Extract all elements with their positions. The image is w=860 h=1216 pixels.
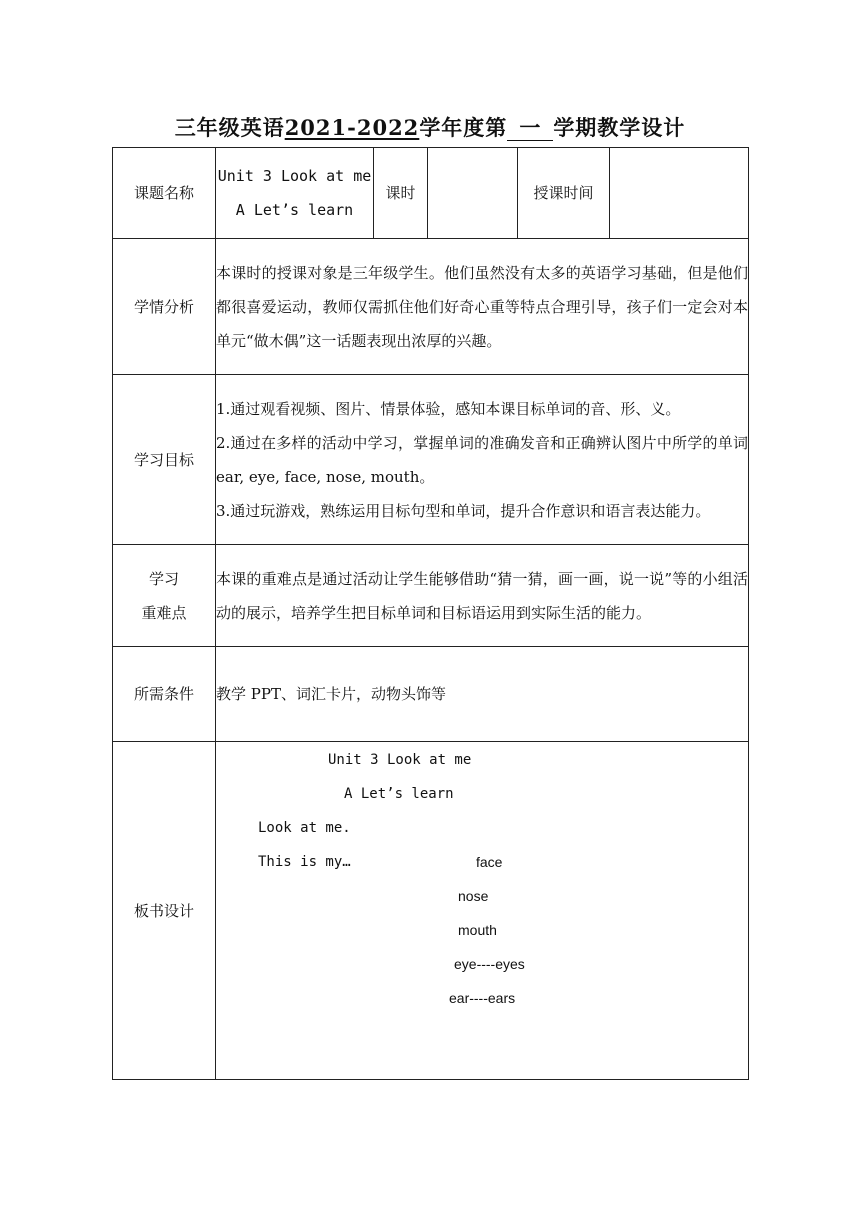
- board-word-mouth: mouth: [458, 922, 497, 938]
- board-heading-1: Unit 3 Look at me: [328, 752, 472, 768]
- key-points-row: [113, 545, 749, 647]
- analysis-paragraph: 本课时的授课对象是三年级学生。他们虽然没有太多的英语学习基础，但是他们都很喜爱运动，教师仅需抓住他们好奇心重等特点合理引导，孩子们一定会对本单元“做木偶”这一话题表现出浓厚的兴趣。: [216, 263, 748, 350]
- board-row: [113, 742, 749, 1080]
- key-points-text: [216, 545, 749, 647]
- board-heading-2: A Let’s learn: [344, 786, 454, 802]
- period-label: 课时: [374, 148, 428, 239]
- key-points-paragraph: 本课的重难点是通过活动让学生能够借助“猜一猜，画一画，说一说”等的小组活动的展示，培养学生把目标单词和目标语运用到实际生活的能力。: [216, 569, 748, 622]
- topic-row: [113, 148, 749, 239]
- conditions-text: 教学 PPT、词汇卡片，动物头饰等: [216, 647, 749, 742]
- board-design: [216, 742, 749, 1080]
- board-line-2: This is my…: [258, 854, 351, 870]
- board-label: 板书设计: [113, 742, 216, 1080]
- board-word-nose: nose: [458, 888, 489, 904]
- goal-item-1: 1.通过观看视频、图片、情景体验，感知本课目标单词的音、形、义。: [216, 399, 681, 418]
- analysis-label: 学情分析: [113, 239, 216, 375]
- time-label: 授课时间: [518, 148, 610, 239]
- board-word-ear: ear----ears: [449, 990, 516, 1006]
- key-points-label-line-2: 重难点: [141, 603, 187, 622]
- goal-item-2: 2.通过在多样的活动中学习，掌握单词的准确发音和正确辨认图片中所学的单词 ear, eye, face, nose, mouth。: [216, 433, 748, 486]
- topic-value: [216, 148, 374, 239]
- title-suffix: 学期教学设计: [553, 115, 686, 140]
- board-line-1: Look at me.: [258, 820, 351, 836]
- board-word-eye: eye----eyes: [454, 956, 525, 972]
- key-points-label: [113, 545, 216, 647]
- period-value: [428, 148, 518, 239]
- time-value: [610, 148, 749, 239]
- goal-item-3: 3.通过玩游戏，熟练运用目标句型和单词，提升合作意识和语言表达能力。: [216, 501, 711, 520]
- title-mid: 学年度第: [419, 115, 508, 140]
- conditions-row: [113, 647, 749, 742]
- goals-label: 学习目标: [113, 375, 216, 545]
- key-points-label-line-1: 学习: [148, 569, 179, 588]
- lesson-plan-table: [112, 147, 749, 1080]
- title-term: 一: [507, 116, 553, 141]
- topic-line-2: A Let’s learn: [235, 201, 354, 219]
- topic-line-1: Unit 3 Look at me: [217, 167, 372, 185]
- goals-row: [113, 375, 749, 545]
- analysis-row: [113, 239, 749, 375]
- document-title: [0, 112, 860, 142]
- analysis-text: [216, 239, 749, 375]
- conditions-label: 所需条件: [113, 647, 216, 742]
- topic-label: 课题名称: [113, 148, 216, 239]
- board-word-face: face: [476, 854, 503, 870]
- goals-text: [216, 375, 749, 545]
- title-school-year: 2021-2022: [284, 115, 420, 140]
- title-prefix: 三年级英语: [174, 115, 285, 140]
